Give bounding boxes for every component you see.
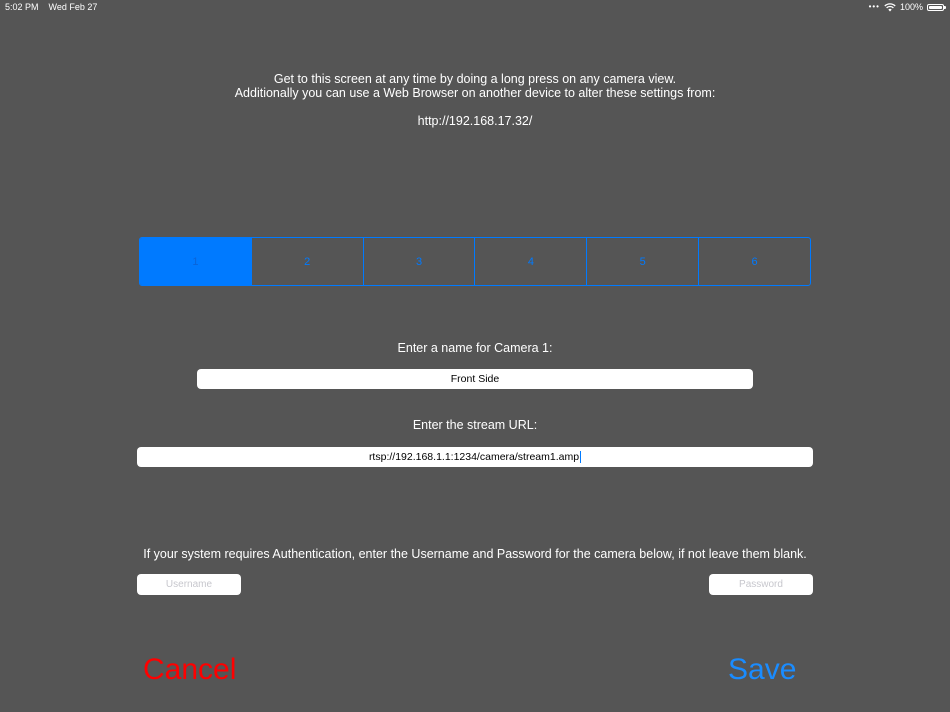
info-line-1: Get to this screen at any time by doing a long press on any camera view.: [273, 72, 677, 86]
status-right: [869, 0, 944, 14]
camera-name-input[interactable]: [197, 369, 753, 389]
info-line-2: Additionally you can use a Web Browser on another device to alter these settings from:: [234, 86, 716, 100]
info-text: [0, 72, 950, 128]
stream-url-value: rtsp://192.168.1.1:1234/camera/stream1.amp: [368, 451, 580, 463]
status-time: 5:02 PM: [5, 2, 39, 12]
status-bar: [0, 0, 950, 14]
camera-segment-6[interactable]: 6: [698, 238, 810, 285]
cancel-button[interactable]: Cancel: [143, 653, 237, 686]
stream-url-label: Enter the stream URL:: [412, 418, 538, 432]
status-date: Wed Feb 27: [48, 2, 98, 12]
wifi-icon: [884, 3, 896, 12]
battery-icon: [927, 4, 944, 11]
camera-segment-1[interactable]: 1: [140, 238, 251, 285]
camera-segment-2[interactable]: 2: [251, 238, 363, 285]
web-settings-url: http://192.168.17.32/: [417, 114, 533, 128]
camera-name-label: Enter a name for Camera 1:: [397, 341, 553, 355]
camera-segment-5[interactable]: 5: [586, 238, 698, 285]
status-left: [5, 0, 97, 14]
text-cursor: [580, 451, 581, 463]
auth-instructions: If your system requires Authentication, enter the Username and Password for the camera below, if not leave them blank.: [143, 547, 807, 561]
username-input[interactable]: [137, 574, 241, 595]
battery-percent: 100%: [899, 2, 923, 12]
stream-url-input[interactable]: [137, 447, 813, 467]
camera-segmented-control: [139, 237, 811, 286]
camera-segment-3[interactable]: 3: [363, 238, 475, 285]
camera-name-value: Front Side: [450, 373, 500, 385]
password-input[interactable]: [709, 574, 813, 595]
camera-segment-4[interactable]: 4: [474, 238, 586, 285]
signal-dots-icon: •••: [868, 2, 880, 11]
password-placeholder: Password: [739, 579, 783, 590]
save-button[interactable]: Save: [728, 653, 797, 686]
username-placeholder: Username: [165, 579, 213, 590]
battery-fill: [929, 6, 942, 9]
